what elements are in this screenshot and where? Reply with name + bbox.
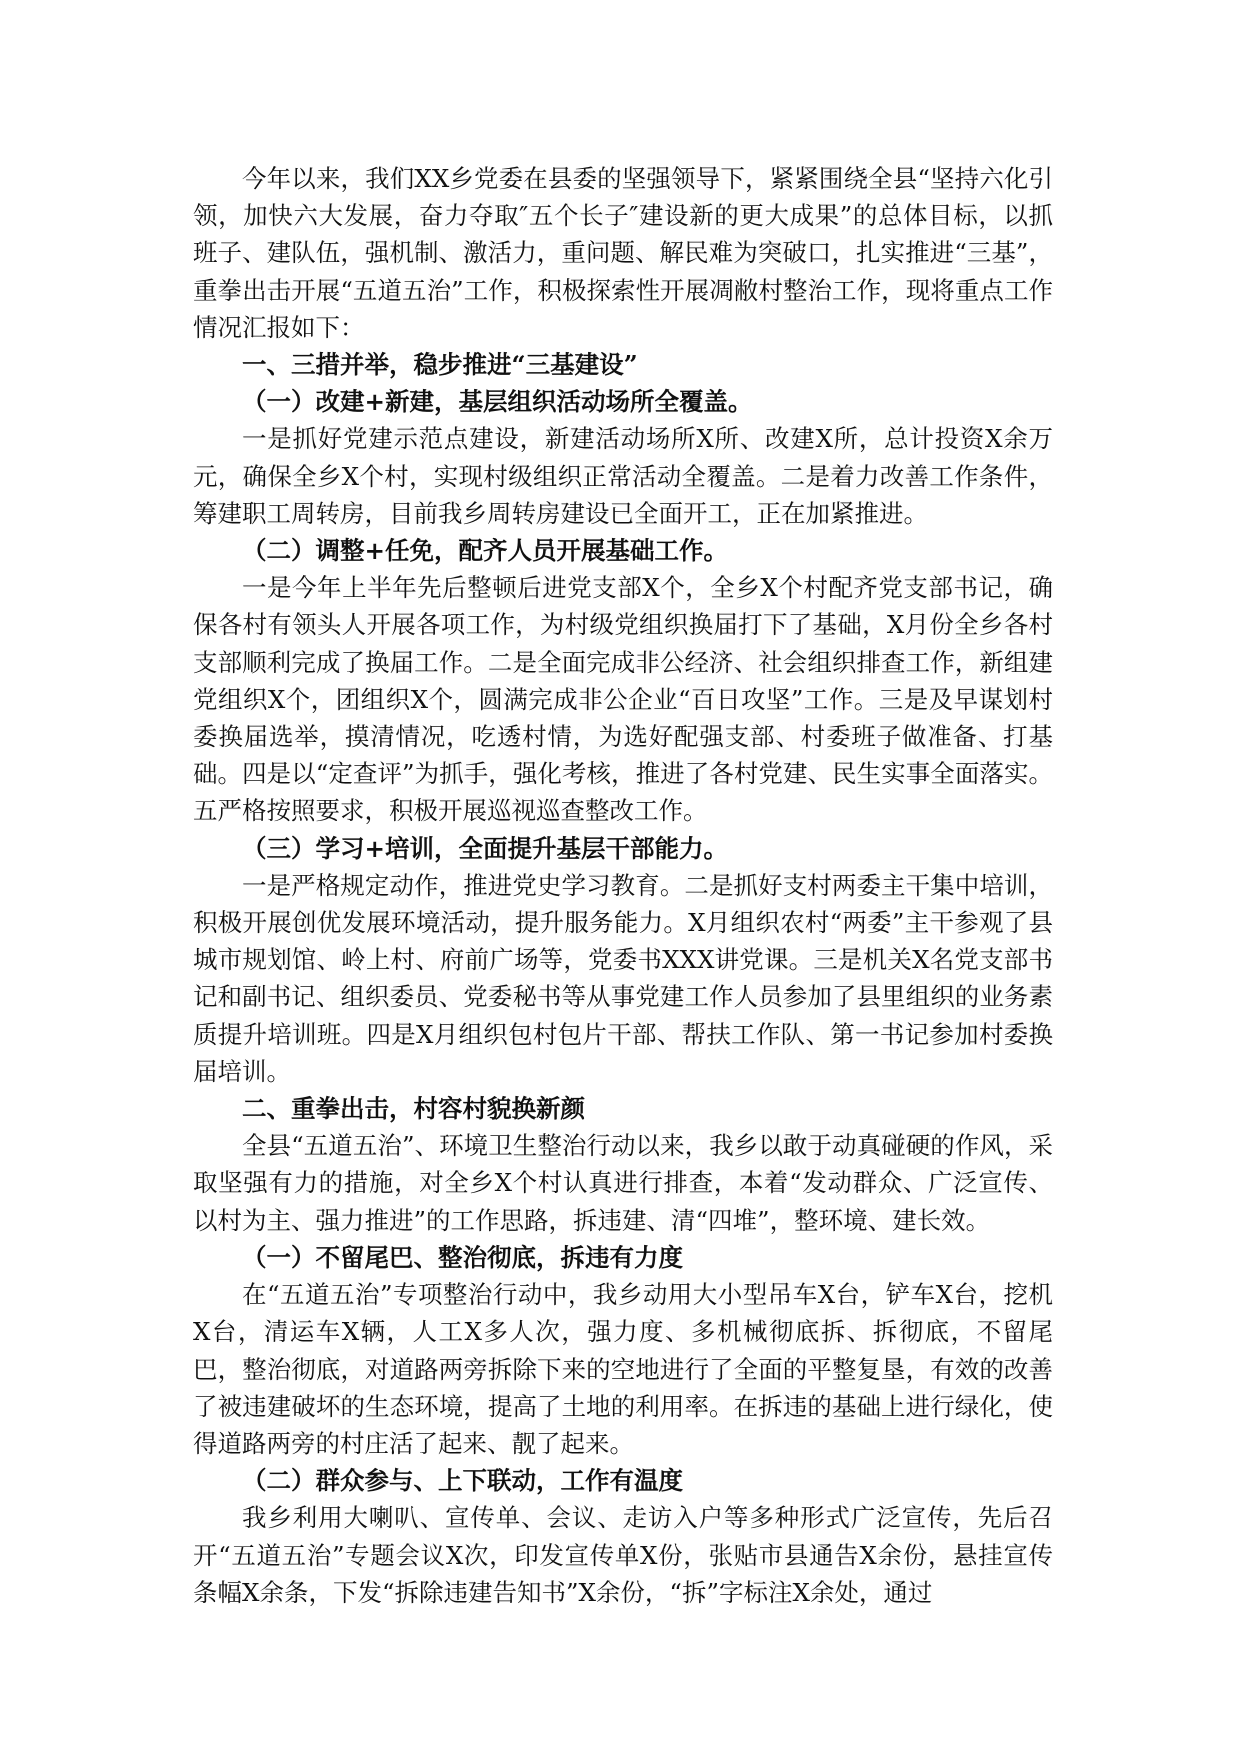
section1-sub3-heading: （三）学习+培训，全面提升基层干部能力。 <box>242 833 729 863</box>
section1-heading: 一、三措并举，稳步推进“三基建设” <box>242 350 638 380</box>
section2-sub1-paragraph: 在“五道五治”专项整治行动中，我乡动用大小型吊车X台，铲车X台，挖机X台，清运车X辆，人工X多人次，强力度、多机械彻底拆、拆彻底，不留尾巴，整治彻底，对道路两旁拆除下来的空地进行了全面的平整复垦，有效的改善了被违建破坏的生态环境，提高了土地的利用率。在拆违的基础上进行绿化，使得道路两旁的村庄活了起来、靓了起来。 <box>193 1280 1053 1458</box>
section1-sub2-heading: （二）调整+任免，配齐人员开展基础工作。 <box>242 536 729 566</box>
section2-sub2-paragraph: 我乡利用大喇叭、宣传单、会议、走访入户等多种形式广泛宣传，先后召开“五道五治”专题会议X次，印发宣传单X份，张贴市县通告X余份，悬挂宣传条幅X余条，下发“拆除违建告知书”X余份，“拆”字标注X余处，通过 <box>193 1503 1053 1607</box>
section1-sub3-paragraph: 一是严格规定动作，推进党史学习教育。二是抓好支村两委主干集中培训，积极开展创优发展环境活动，提升服务能力。X月组织农村“两委”主干参观了县城市规划馆、岭上村、府前广场等，党委书XXX讲党课。三是机关X名党支部书记和副书记、组织委员、党委秘书等从事党建工作人员参加了县里组织的业务素质提升培训班。四是X月组织包村包片干部、帮扶工作队、第一书记参加村委换届培训。 <box>193 870 1053 1086</box>
section1-sub1-paragraph: 一是抓好党建示范点建设，新建活动场所X所、改建X所，总计投资X余万元，确保全乡X个村，实现村级组织正常活动全覆盖。二是着力改善工作条件，筹建职工周转房，目前我乡周转房建设已全面开工，正在加紧推进。 <box>193 424 1053 528</box>
section2-paragraph: 全县“五道五治”、环境卫生整治行动以来，我乡以敢于动真碰硬的作风，采取坚强有力的措施，对全乡X个村认真进行排查，本着“发动群众、广泛宣传、以村为主、强力推进”的工作思路，拆违建、清“四堆”，整环境、建长效。 <box>193 1131 1053 1235</box>
section2-sub2-heading: （二）群众参与、上下联动，工作有温度 <box>242 1466 683 1496</box>
section1-sub2-paragraph: 一是今年上半年先后整顿后进党支部X个，全乡X个村配齐党支部书记，确保各村有领头人开展各项工作，为村级党组织换届打下了基础，X月份全乡各村支部顺利完成了换届工作。二是全面完成非公经济、社会组织排查工作，新组建党组织X个，团组织X个，圆满完成非公企业“百日攻坚”工作。三是及早谋划村委换届选举，摸清情况，吃透村情，为选好配强支部、村委班子做准备、打基础。四是以“定查评”为抓手，强化考核，推进了各村党建、民生实事全面落实。五严格按照要求，积极开展巡视巡查整改工作。 <box>193 573 1053 826</box>
section2-sub1-heading: （一）不留尾巴、整治彻底，拆违有力度 <box>242 1242 683 1272</box>
document-page <box>193 160 1053 1611</box>
section2-heading: 二、重拳出击，村容村貌换新颜 <box>242 1094 585 1124</box>
section1-sub1-heading: （一）改建+新建，基层组织活动场所全覆盖。 <box>242 387 753 417</box>
intro-paragraph: 今年以来，我们XX乡党委在县委的坚强领导下，紧紧围绕全县“坚持六化引领，加快六大发展，奋力夺取″五个长子″建设新的更大成果”的总体目标，以抓班子、建队伍，强机制、激活力，重问题、解民难为突破口，扎实推进“三基”，重拳出击开展“五道五治”工作，积极探索性开展凋敝村整治工作，现将重点工作情况汇报如下： <box>193 164 1053 342</box>
